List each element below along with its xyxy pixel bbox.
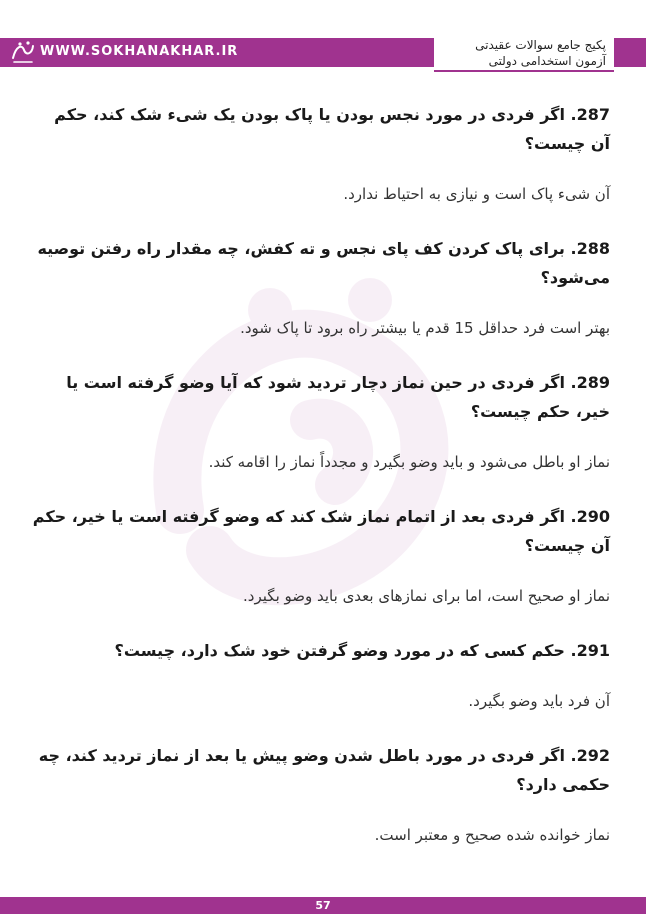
question-text: 289. اگر فردی در حین نماز دچار تردید شود که آیا وضو گرفته است یا خیر، حکم چیست؟: [66, 373, 610, 421]
page-number: 57: [315, 899, 331, 912]
answer-text: آن شیء پاک است و نیازی به احتیاط ندارد.: [343, 185, 610, 203]
header-title-line1: پکیج جامع سوالات عقیدتی: [475, 38, 606, 52]
answer-text: نماز خوانده شده صحیح و معتبر است.: [374, 826, 610, 844]
qa-item: [32, 636, 610, 715]
page-header: [0, 34, 646, 72]
answer-text: آن فرد باید وضو بگیرد.: [468, 692, 610, 710]
question-text: 290. اگر فردی بعد از اتمام نماز شک کند که وضو گرفته است یا خیر، حکم آن چیست؟: [32, 507, 610, 555]
question-text: 288. برای پاک کردن کف پای نجس و ته کفش، چه مقدار راه رفتن توصیه می‌شود؟: [37, 239, 610, 287]
question-text: 291. حکم کسی که در مورد وضو گرفتن خود شک دارد، چیست؟: [114, 641, 610, 660]
answer-text: نماز او صحیح است، اما برای نمازهای بعدی باید وضو بگیرد.: [243, 587, 610, 605]
header-title-line2: آزمون استخدامی دولتی: [488, 54, 606, 68]
qa-item: [32, 234, 610, 342]
answer-text: بهتر است فرد حداقل 15 قدم یا بیشتر راه برود تا پاک شود.: [240, 319, 610, 337]
qa-content: [32, 100, 610, 849]
logo-icon: [8, 38, 38, 67]
website-url: WWW.SOKHANAKHAR.IR: [40, 44, 239, 59]
question-text: 292. اگر فردی در مورد باطل شدن وضو پیش یا بعد از نماز تردید کند، چه حکمی دارد؟: [38, 746, 610, 794]
header-title-box: [434, 34, 614, 72]
answer-text: نماز او باطل می‌شود و باید وضو بگیرد و مجدداً نماز را اقامه کند.: [208, 453, 610, 471]
question-text: 287. اگر فردی در مورد نجس بودن یا پاک بودن یک شیء شک کند، حکم آن چیست؟: [54, 105, 610, 153]
qa-item: [32, 368, 610, 476]
qa-item: [32, 741, 610, 849]
page-footer: [0, 897, 646, 914]
qa-item: [32, 100, 610, 208]
qa-item: [32, 502, 610, 610]
